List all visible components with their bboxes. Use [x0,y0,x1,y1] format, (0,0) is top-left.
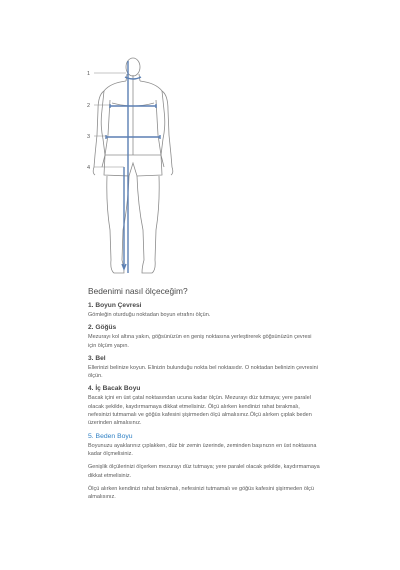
marker-1: 1 [87,71,91,77]
marker-leaders [94,73,126,167]
body-outline [93,58,173,273]
measurement-diagram [80,55,230,285]
marker-4: 4 [87,165,91,171]
marker-labels [87,71,90,171]
section-body-chest: Mezurayı kol altına yakın, göğsünüzün en geniş noktasına yerleştirerek göğsünüzün çevresi için ölçüm yapın. [88,334,312,349]
height-paragraph: Ölçü alırken kendinizi rahat bırakmalı, nefesinizi tutmamalı ve göğüs kafesini şişirmeden ölçü almalısınız. [88,485,314,501]
marker-3: 3 [87,134,91,140]
marker-2: 2 [87,103,91,109]
section-body-neck: Gömleğin oturduğu noktadan boyun etrafını ölçün. [88,312,211,318]
section-heading-waist: 3. Bel [88,354,106,362]
section-heading-height: 5. Beden Boyu [88,432,133,440]
section-heading-neck: 1. Boyun Çevresi [88,302,142,309]
height-paragraph: Genişlik ölçülerinizi ölçerken mezurayı düz tutmaya; yere paralel olacak şekilde, kaydırmamaya dikkat etmelisiniz. [88,464,320,479]
section-body-waist: Ellerinizi belinize koyun. Elinizin bulunduğu nokta bel noktasıdır. O noktadan belinizin çevresini ölçün. [88,364,318,380]
section-body-inseam: Bacak içini en üst çatal noktasından ucuna kadar ölçün. Mezurayı düz tutmaya; yere paralel olacak şekilde, kaydırmamaya dikkat etmelisiniz. Ölçü alırken kendinizi rahat bırakmalı, nefesinizi tutmamalı ve göğüs kafesini şişirmeden ölçü almalısınız.Ölçü alırken çıplak beden üzerinden almalısınız. [88,395,312,427]
measurement-instructions [88,286,320,506]
height-paragraph: Boyunuzu ayaklarınız çıplakken, düz bir zemin üzerinde, zeminden başınızın en üst noktasına kadar ölçmelisiniz. [88,442,317,457]
section-heading-chest: 2. Göğüs [88,324,117,332]
body-measurement-figure [80,55,230,285]
section-heading-inseam: 4. İç Bacak Boyu [88,385,141,393]
page-title: Bedenimi nasıl ölçeceğim? [88,286,188,296]
